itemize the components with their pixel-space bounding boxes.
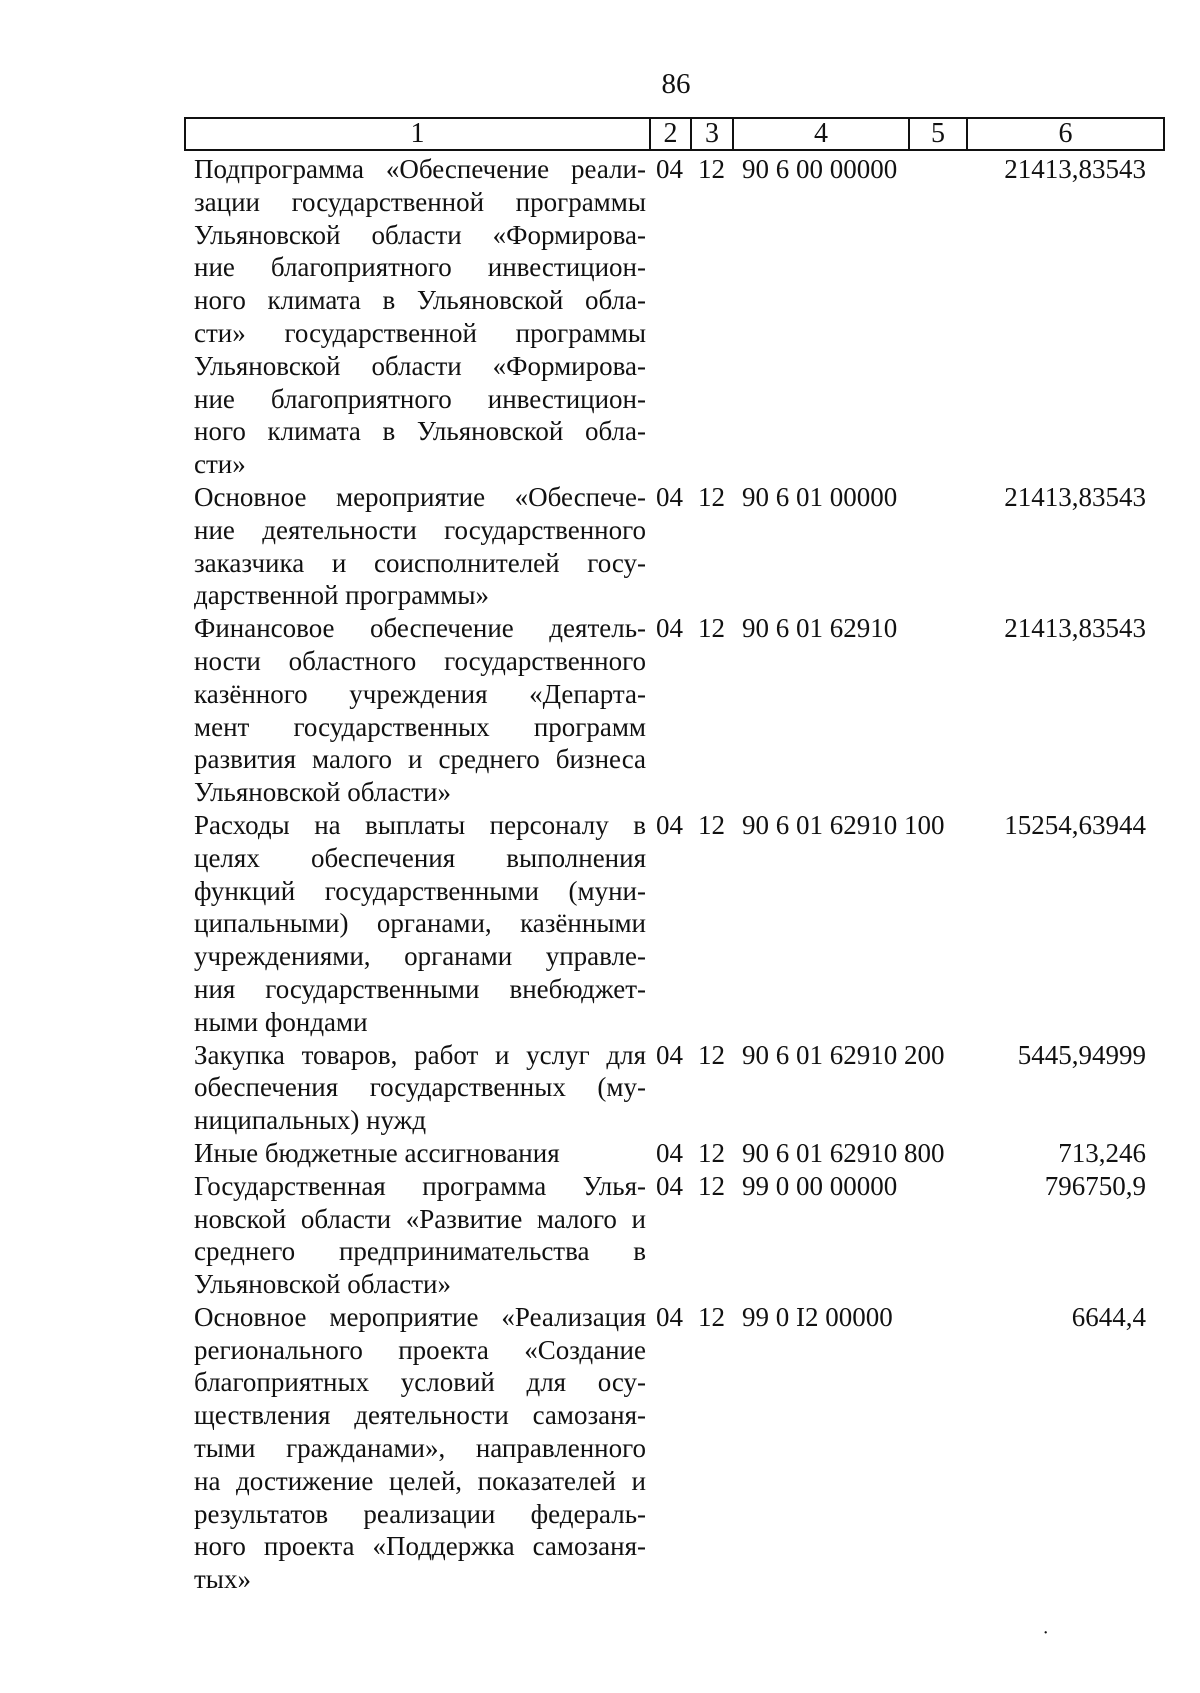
row-target-code: 99 0 I2 00000: [742, 1301, 893, 1332]
row-subsection: 12: [698, 809, 725, 840]
table-body: [194, 153, 1154, 1596]
row-subsection: 12: [698, 1301, 725, 1332]
row-amount: 21413,83543: [1004, 613, 1146, 644]
row-section: 04: [656, 613, 683, 644]
description-line: Подпрограмма «Обеспечение реали-: [194, 154, 646, 184]
row-target-code: 90 6 01 62910: [742, 809, 898, 840]
header-col-1: 1: [186, 119, 651, 149]
description-line: мент государственных программ: [194, 711, 646, 742]
description-line: тых»: [194, 1564, 251, 1595]
row-amount: 713,246: [1058, 1137, 1146, 1168]
row-subsection: 12: [698, 1170, 725, 1201]
description-line: Ульяновской области «Формирова-: [194, 219, 646, 250]
description-line: среднего предпринимательства в: [194, 1236, 646, 1267]
row-amount: 21413,83543: [1004, 481, 1146, 512]
description-line: результатов реализации федераль-: [194, 1498, 646, 1529]
row-section: 04: [656, 1137, 683, 1168]
description-line: Расходы на выплаты персоналу в: [194, 809, 646, 840]
table-row: [194, 1170, 1154, 1301]
row-description: [194, 153, 646, 481]
row-description: [194, 809, 646, 1039]
row-target-code: 90 6 01 62910: [742, 1137, 898, 1168]
description-line: функций государственными (муни-: [194, 875, 646, 906]
row-subsection: 12: [698, 1137, 725, 1168]
row-description: [194, 612, 646, 809]
description-line: сти»: [194, 449, 246, 480]
row-target-code: 90 6 00 00000: [742, 154, 898, 184]
table-row: [194, 1301, 1154, 1596]
table-row: [194, 612, 1154, 809]
description-line: учреждениями, органами управле-: [194, 941, 646, 972]
row-target-code: 99 0 00 00000: [742, 1170, 898, 1201]
row-expense-type: 800: [904, 1137, 945, 1168]
table-row: [194, 809, 1154, 1039]
description-line: ния государственными внебюджет-: [194, 973, 646, 1004]
header-col-5: 5: [910, 119, 968, 149]
description-line: Основное мероприятие «Реализация: [194, 1301, 646, 1332]
row-section: 04: [656, 1301, 683, 1332]
row-description: [194, 1137, 646, 1170]
description-line: заказчика и соисполнителей госу-: [194, 547, 646, 578]
page-number: 86: [661, 68, 691, 100]
description-line: ние благоприятного инвестицион-: [194, 252, 646, 283]
row-target-code: 90 6 01 00000: [742, 481, 898, 512]
description-line: казённого учреждения «Департа-: [194, 678, 646, 709]
row-subsection: 12: [698, 154, 725, 184]
description-line: Ульяновской области «Формирова-: [194, 350, 646, 381]
row-subsection: 12: [698, 481, 725, 512]
row-expense-type: 200: [904, 1039, 945, 1070]
row-description: [194, 1301, 646, 1596]
description-line: ного климата в Ульяновской обла-: [194, 285, 646, 316]
description-line: ными фондами: [194, 1006, 368, 1037]
description-line: Основное мероприятие «Обеспече-: [194, 481, 646, 512]
row-target-code: 90 6 01 62910: [742, 613, 898, 644]
description-line: целях обеспечения выполнения: [194, 842, 646, 873]
table-header-row: [184, 117, 1165, 151]
description-line: Финансовое обеспечение деятель-: [194, 613, 646, 644]
description-line: зации государственной программы: [194, 186, 646, 217]
description-line: Иные бюджетные ассигнования: [194, 1137, 560, 1168]
row-amount: 6644,4: [1071, 1301, 1146, 1332]
description-line: ниципальных) нужд: [194, 1105, 427, 1136]
header-col-4: 4: [734, 119, 910, 149]
row-amount: 21413,83543: [1004, 154, 1146, 184]
table-row: [194, 481, 1154, 612]
description-line: тыми гражданами», направленного: [194, 1433, 646, 1464]
description-line: дарственной программы»: [194, 580, 489, 611]
description-line: ного климата в Ульяновской обла-: [194, 416, 646, 447]
description-line: ществления деятельности самозаня-: [194, 1400, 646, 1431]
description-line: Государственная программа Улья-: [194, 1170, 646, 1201]
description-line: Ульяновской области»: [194, 777, 452, 808]
header-col-6: 6: [1058, 118, 1073, 149]
table-row: [194, 153, 1154, 481]
row-section: 04: [656, 154, 683, 184]
row-section: 04: [656, 809, 683, 840]
table-row: [194, 1039, 1154, 1137]
description-line: сти» государственной программы: [194, 317, 646, 348]
row-section: 04: [656, 481, 683, 512]
description-line: развития малого и среднего бизнеса: [194, 744, 646, 775]
description-line: Закупка товаров, работ и услуг для: [194, 1039, 646, 1070]
row-amount: 796750,9: [1044, 1170, 1146, 1201]
row-section: 04: [656, 1039, 683, 1070]
description-line: на достижение целей, показателей и: [194, 1465, 646, 1496]
scan-mark: ˙: [1042, 1626, 1050, 1651]
description-line: благоприятных условий для осу-: [194, 1367, 646, 1398]
row-amount: 15254,63944: [1004, 809, 1146, 840]
description-line: ципальными) органами, казёнными: [194, 908, 646, 939]
description-line: ние благоприятного инвестицион-: [194, 383, 646, 414]
row-subsection: 12: [698, 1039, 725, 1070]
description-line: ние деятельности государственного: [194, 514, 646, 545]
table-row: [194, 1137, 1154, 1170]
row-expense-type: 100: [904, 809, 945, 840]
row-description: [194, 1170, 646, 1301]
description-line: обеспечения государственных (му-: [194, 1072, 646, 1103]
header-col-2: 2: [651, 119, 692, 149]
description-line: ного проекта «Поддержка самозаня-: [194, 1531, 646, 1562]
row-section: 04: [656, 1170, 683, 1201]
row-amount: 5445,94999: [1017, 1039, 1146, 1070]
description-line: ности областного государственного: [194, 645, 646, 676]
description-line: регионального проекта «Создание: [194, 1334, 646, 1365]
row-target-code: 90 6 01 62910: [742, 1039, 898, 1070]
row-subsection: 12: [698, 613, 725, 644]
description-line: Ульяновской области»: [194, 1269, 452, 1300]
row-description: [194, 1039, 646, 1137]
header-col-3: 3: [692, 119, 734, 149]
description-line: новской области «Развитие малого и: [194, 1203, 646, 1234]
row-description: [194, 481, 646, 612]
